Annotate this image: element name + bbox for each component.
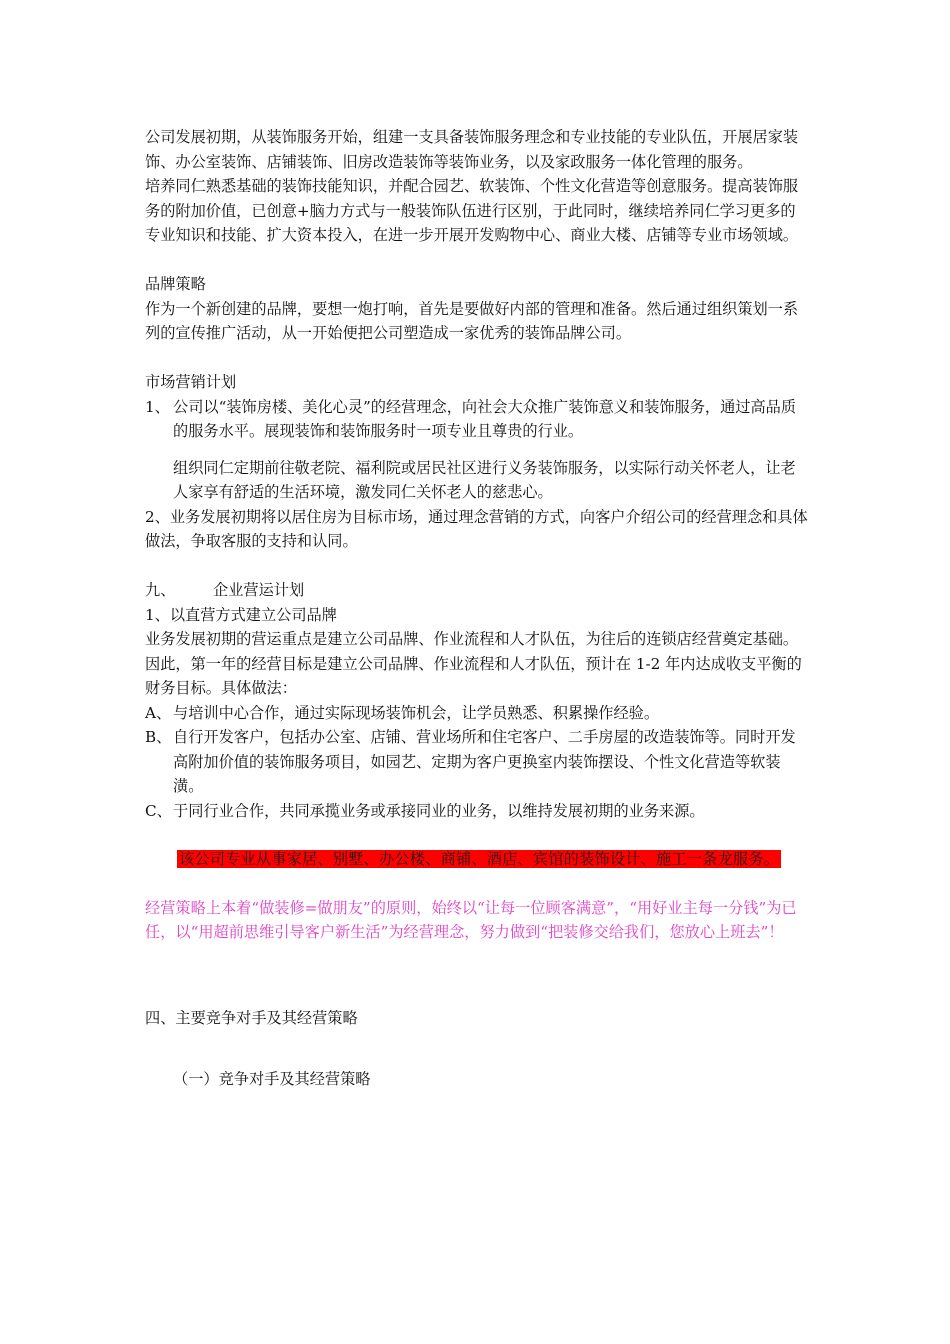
marketing-item-2: 2、业务发展初期将以居住房为目标市场，通过理念营销的方式，向客户介绍公司的经营理念和具体做法，争取客服的支持和认同。	[145, 507, 808, 550]
operations-item-b-text: 自行开发客户，包括办公室、店铺、营业场所和住宅客户、二手房屋的改造装饰等。同时开发高附加价值的装饰服务项目，如园艺、定期为客户更换室内装饰摆设、个性文化营造等软装潢。	[173, 728, 796, 795]
operations-item-b-label: B、	[145, 728, 172, 746]
marketing-item-1-text: 公司以“装饰房楼、美化心灵”的经营理念，向社会大众推广装饰意义和装饰服务，通过高品质的服务水平。展现装饰和装饰服务时一项专业且尊贵的行业。	[173, 397, 797, 440]
marketing-heading: 市场营销计划	[145, 373, 237, 391]
competition-heading: 四、主要竞争对手及其经营策略	[145, 1008, 358, 1027]
operations-item-a	[145, 701, 810, 726]
intro-paragraph: 公司发展初期，从装饰服务开始，组建一支具备装饰服务理念和专业技能的专业队伍，开展居家装饰、办公室装饰、店铺装饰、旧房改造装饰等装饰业务，以及家政服务一体化管理的服务。	[145, 128, 799, 171]
strategy-paragraph: 经营策略上本着“做装修=做朋友”的原则，始终以“让每一位顾客满意”，“用好业主每一分钱”为已任，以“用超前思维引导客户新生活”为经营理念，努力做到“把装修交给我们，您放心上班去”！	[145, 898, 797, 941]
document-page	[145, 125, 810, 1091]
brand-paragraph: 作为一个新创建的品牌，要想一炮打响，首先是要做好内部的管理和准备。然后通过组织策划一系列的宣传推广活动，从一开始便把公司塑造成一家优秀的装饰品牌公司。	[145, 299, 799, 342]
highlight-banner: 该公司专业从事家居、别墅、办公楼、商铺、酒店、宾馆的装饰设计、施工一条龙服务。	[179, 850, 780, 868]
operations-sub-1: 1、以直营方式建立公司品牌	[145, 605, 337, 624]
operations-heading-title: 企业营运计划	[213, 581, 305, 599]
competition-subheading: （一）竞争对手及其经营策略	[173, 1069, 371, 1088]
marketing-item-1	[145, 395, 810, 444]
operations-item-a-label: A、	[145, 703, 172, 722]
operations-heading-number: 九、	[145, 581, 176, 599]
operations-item-c-label: C、	[145, 801, 172, 820]
training-paragraph: 培养同仁熟悉基础的装饰技能知识，并配合园艺、软装饰、个性文化营造等创意服务。提高装饰服务的附加价值，已创意+脑力方式与一般装饰队伍进行区别，于此同时，继续培养同仁学习更多的专业知识和技能、扩大资本投入，在进一步开展开发购物中心、商业大楼、店铺等专业市场领域。	[145, 177, 799, 244]
operations-item-b	[145, 725, 810, 799]
operations-paragraph: 业务发展初期的营运重点是建立公司品牌、作业流程和人才队伍，为往后的连锁店经营奠定基础。因此，第一年的经营目标是建立公司品牌、作业流程和人才队伍，预计在 1-2 年内达成收支平衡的财务目标。具体做法：	[145, 630, 802, 697]
brand-heading: 品牌策略	[145, 275, 206, 293]
operations-item-c-text: 于同行业合作，共同承揽业务或承接同业的业务，以维持发展初期的业务来源。	[173, 801, 705, 820]
operations-item-c	[145, 799, 810, 824]
operations-heading	[145, 578, 810, 603]
marketing-item-1-extra: 组织同仁定期前往敬老院、福利院或居民社区进行义务装饰服务，以实际行动关怀老人，让老人家享有舒适的生活环境，激发同仁关怀老人的慈悲心。	[173, 458, 796, 501]
operations-item-a-text: 与培训中心合作，通过实际现场装饰机会，让学员熟悉、积累操作经验。	[173, 703, 659, 722]
marketing-item-1-number: 1、	[145, 397, 170, 416]
